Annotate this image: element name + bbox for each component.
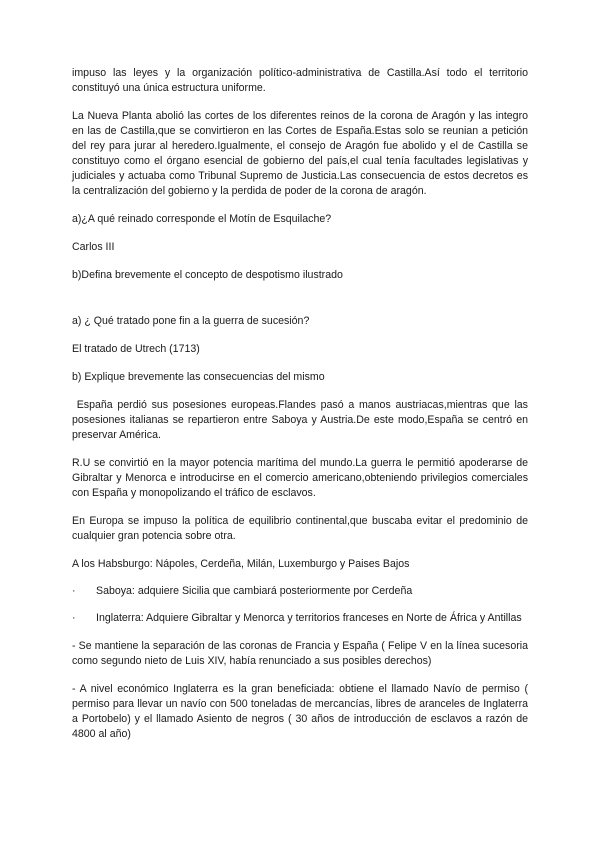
list-item-text: Saboya: adquiere Sicilia que cambiará posteriormente por Cerdeña: [96, 585, 413, 597]
answer-carlos-iii: Carlos III: [72, 241, 115, 253]
bullet-icon: ·: [72, 585, 76, 597]
paragraph-nueva-planta: La Nueva Planta abolió las cortes de los diferentes reinos de la corona de Aragón y las integro en las de Castilla,que se convirtieron en las Cortes de España.Estas solo se reunian a petición del rey para jurar al heredero.Igualmente, el consejo de Aragón fue abolido y el de Castilla se constituyo como el órgano esencial de gobierno del país,el cual tenía facultades legislativas y judiciales y actuaba como Tribunal Supremo de Justicia.Las consecuencia de estos decretos es la centralización del gobierno y la perdida de poder de la corona de aragón.: [72, 110, 528, 197]
question-consecuencias: b) Explique brevemente las consecuencias del mismo: [72, 371, 325, 383]
answer-tratado-utrech: El tratado de Utrech (1713): [72, 343, 200, 355]
paragraph-reino-unido: R.U se convirtió en la mayor potencia marítima del mundo.La guerra le permitió apoderarse de Gibraltar y Menorca e introducirse en el comercio americano,obteniendo privilegios comerciales con España y monopolizando el tráfico de esclavos.: [72, 457, 528, 499]
paragraph-leyes-castilla: impuso las leyes y la organización político-administrativa de Castilla.Así todo el territorio constituyó una única estructura uniforme.: [72, 67, 528, 94]
paragraph-equilibrio-continental: En Europa se impuso la política de equilibrio continental,que buscaba evitar el predominio de cualquier gran potencia sobre otra.: [72, 515, 528, 542]
paragraph-habsburgo: A los Habsburgo: Nápoles, Cerdeña, Milán, Luxemburgo y Paises Bajos: [72, 558, 410, 570]
paragraph-posesiones-europeas: España perdió sus posesiones europeas.Flandes pasó a manos austriacas,mientras que las posesiones italianas se repartieron entre Saboya y Austria.De este modo,España se centró en preservar América.: [72, 399, 531, 441]
question-despotismo-ilustrado: b)Defina brevemente el concepto de despotismo ilustrado: [72, 269, 343, 281]
list-item-saboya: [72, 584, 528, 599]
question-motin-esquilache: a)¿A qué reinado corresponde el Motín de Esquilache?: [72, 213, 332, 225]
paragraph-nivel-economico: - A nivel económico Inglaterra es la gran beneficiada: obtiene el llamado Navío de permiso ( permiso para llevar un navío con 500 toneladas de mercancías, libres de aranceles de Inglaterra a Portobelo) y el llamado Asiento de negros ( 30 años de introducción de esclavos a razón de 4800 al año): [72, 683, 528, 740]
list-item-text: Inglaterra: Adquiere Gibraltar y Menorca y territorios franceses en Norte de África y Antillas: [96, 612, 522, 624]
list-item-inglaterra: [72, 611, 528, 626]
bullet-icon: ·: [72, 612, 76, 624]
paragraph-separacion-coronas: - Se mantiene la separación de las coronas de Francia y España ( Felipe V en la línea sucesoria como segundo nieto de Luis XIV, había renunciado a sus posibles derechos): [72, 640, 528, 667]
question-tratado-guerra-sucesion: a) ¿ Qué tratado pone fin a la guerra de sucesión?: [72, 315, 310, 327]
document-page: [72, 66, 531, 742]
